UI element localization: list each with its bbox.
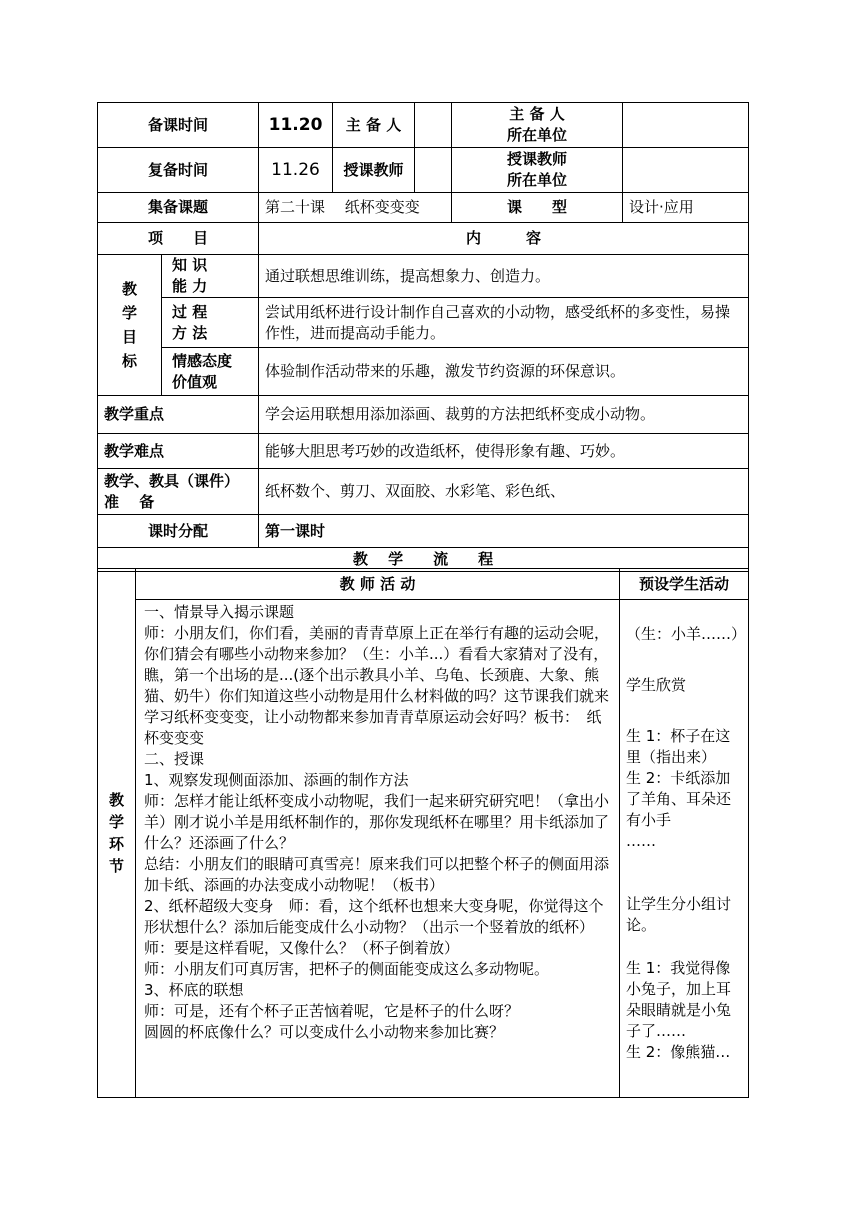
row-prep-time	[98, 103, 749, 148]
teacher-activity-content	[136, 600, 620, 1098]
main-preparer-label: 主 备 人	[333, 103, 415, 148]
flow-side-char-4: 节	[108, 857, 124, 875]
objectives-side-label	[98, 255, 162, 396]
content-header: 内 容	[259, 223, 749, 255]
row-objective-attitude	[98, 348, 749, 396]
materials-label	[98, 469, 259, 515]
main-preparer-unit-value	[623, 103, 749, 148]
difficulty-label: 教学难点	[98, 434, 259, 469]
objective-process-label-2: 方 法	[172, 323, 208, 342]
teacher-line: 总结：小朋友们的眼睛可真雪亮！原来我们可以把整个杯子的侧面用添加卡纸、添画的办法变成小动物呢！（板书）	[144, 855, 610, 894]
row-difficulty	[98, 434, 749, 469]
row-review-time	[98, 148, 749, 193]
student-line: 学生欣赏	[626, 676, 687, 694]
prep-time-value: 11.20	[259, 103, 333, 148]
lesson-plan-table	[97, 102, 749, 572]
flow-title: 教 学 流 程	[98, 548, 749, 572]
review-time-label: 复备时间	[98, 148, 259, 193]
student-line: 生 1：我觉得像小兔子，加上耳朵眼睛就是小兔子了……	[626, 959, 732, 1040]
row-objective-knowledge	[98, 255, 749, 298]
flow-side-label	[98, 569, 136, 1098]
teacher-line: 师：要是这样看呢，又像什么？（杯子倒着放）	[144, 939, 460, 957]
row-key-point	[98, 396, 749, 434]
student-line: 让学生分小组讨论。	[626, 895, 732, 934]
teacher-label: 授课教师	[333, 148, 415, 193]
objective-process-content: 尝试用纸杯进行设计制作自己喜欢的小动物，感受纸杯的多变性，易操作性，进而提高动手能力。	[259, 298, 749, 348]
student-activity-content	[620, 600, 749, 1098]
row-section-header	[98, 223, 749, 255]
item-header: 项 目	[98, 223, 259, 255]
teacher-line: 一、情景导入揭示课题	[144, 603, 295, 621]
objective-knowledge-label-2: 能 力	[172, 277, 208, 295]
teacher-line: 师：小朋友们可真厉害，把杯子的侧面能变成这么多动物呢。	[144, 960, 550, 978]
topic-value: 第二十课 纸杯变变变	[259, 193, 452, 223]
teacher-line: 1、观察发现侧面添加、添画的制作方法	[144, 771, 409, 789]
teacher-activity-header: 教 师 活 动	[136, 569, 620, 600]
main-preparer-unit-label-line2: 所在单位	[507, 126, 568, 144]
row-objective-process	[98, 298, 749, 348]
period-label: 课时分配	[98, 515, 259, 548]
flow-side-char-3: 环	[108, 835, 124, 853]
objective-knowledge-label-1: 知 识	[172, 256, 208, 274]
objectives-char-3: 目	[121, 328, 137, 346]
materials-label-1: 教学、教具（课件）	[104, 471, 240, 490]
teacher-line: 二、授课	[144, 750, 205, 768]
student-line: 生 1：杯子在这里（指出来）	[626, 727, 731, 766]
row-topic	[98, 193, 749, 223]
row-flow-header	[98, 569, 749, 600]
flow-side-char-2: 学	[108, 813, 124, 831]
main-preparer-unit-label-line1: 主 备 人	[509, 105, 565, 123]
student-line: 生 2：像熊猫…	[626, 1043, 731, 1061]
objective-attitude-label	[162, 348, 259, 396]
teacher-line: 师：怎样才能让纸杯变成小动物呢，我们一起来研究研究吧！（拿出小羊）刚才说小羊是用纸杯制作的，那你发现纸杯在哪里？用卡纸添加了什么？还添画了什么？	[144, 792, 610, 852]
type-label: 课 型	[452, 193, 623, 223]
main-preparer-unit-label	[452, 103, 623, 148]
review-time-value: 11.26	[259, 148, 333, 193]
row-materials	[98, 469, 749, 515]
materials-label-2: 准 备	[104, 492, 155, 511]
objective-attitude-content: 体验制作活动带来的乐趣，激发节约资源的环保意识。	[259, 348, 749, 396]
topic-label: 集备课题	[98, 193, 259, 223]
key-point-label: 教学重点	[98, 396, 259, 434]
teacher-line: 师：小朋友们，你们看，美丽的青青草原上正在举行有趣的运动会呢，你们猜会有哪些小动物来参加？（生：小羊...）看看大家猜对了没有，瞧，第一个出场的是...(逐个出示教具小羊、乌龟、长颈鹿、大象、熊猫、奶牛）你们知道这些小动物是用什么材料做的吗？这节课我们就来学习纸杯变变变，让小动物都来参加青青草原运动会好吗？板书： 纸杯变变变	[144, 624, 610, 747]
objectives-char-1: 教	[121, 280, 137, 298]
student-line: 生 2：卡纸添加了羊角、耳朵还有小手	[626, 769, 732, 829]
difficulty-content: 能够大胆思考巧妙的改造纸杯，使得形象有趣、巧妙。	[259, 434, 749, 469]
main-preparer-value	[415, 103, 452, 148]
teacher-unit-label	[452, 148, 623, 193]
prep-time-label: 备课时间	[98, 103, 259, 148]
row-period	[98, 515, 749, 548]
objective-attitude-label-2: 价值观	[172, 372, 218, 391]
teacher-line: 圆圆的杯底像什么？可以变成什么小动物来参加比赛？	[144, 1023, 505, 1041]
objective-process-label	[162, 298, 259, 348]
flow-table	[97, 568, 749, 1098]
type-value: 设计·应用	[623, 193, 749, 223]
materials-content: 纸杯数个、剪刀、双面胶、水彩笔、彩色纸、	[259, 469, 749, 515]
objective-knowledge-content: 通过联想思维训练，提高想象力、创造力。	[259, 255, 749, 298]
teacher-unit-label-line1: 授课教师	[507, 150, 568, 168]
objectives-char-2: 学	[121, 304, 137, 322]
teacher-unit-label-line2: 所在单位	[507, 171, 568, 189]
teacher-line: 2、纸杯超级大变身 师：看，这个纸杯也想来大变身呢，你觉得这个形状想什么？添加后能变成什么小动物？（出示一个竖着放的纸杯）	[144, 897, 604, 936]
student-activity-header: 预设学生活动	[620, 569, 749, 600]
objectives-char-4: 标	[121, 352, 137, 370]
objective-attitude-label-1: 情感态度	[172, 351, 233, 370]
teacher-unit-value	[623, 148, 749, 193]
flow-side-char-1: 教	[108, 791, 124, 809]
teacher-line: 3、杯底的联想	[144, 981, 244, 999]
period-content: 第一课时	[259, 515, 749, 548]
row-flow-content	[98, 600, 749, 1098]
student-line: （生：小羊……）	[626, 625, 747, 643]
objective-knowledge-label	[162, 255, 259, 298]
key-point-content: 学会运用联想用添加添画、裁剪的方法把纸杯变成小动物。	[259, 396, 749, 434]
teacher-value	[415, 148, 452, 193]
objective-process-label-1: 过 程	[172, 302, 208, 321]
teacher-line: 师：可是，还有个杯子正苦恼着呢，它是杯子的什么呀？	[144, 1002, 520, 1020]
student-line: ……	[626, 832, 656, 850]
